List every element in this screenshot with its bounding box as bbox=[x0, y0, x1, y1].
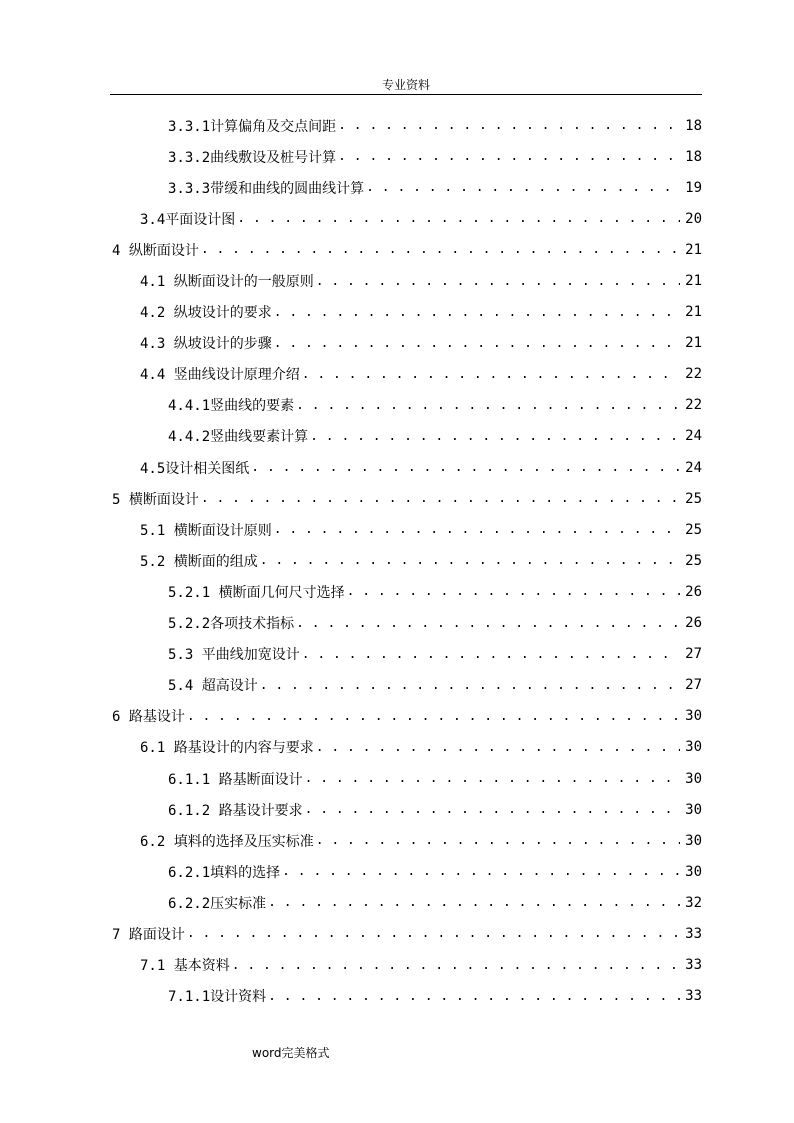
toc-entry-title: 5.1 横断面设计原则 bbox=[140, 522, 272, 539]
toc-dot-leader bbox=[302, 367, 680, 382]
toc-entry-page-number: 30 bbox=[685, 863, 702, 880]
toc-dot-leader bbox=[305, 771, 680, 786]
toc-dot-leader bbox=[338, 118, 680, 133]
toc-entry-page-number: 19 bbox=[685, 179, 702, 196]
toc-entry-page-number: 30 bbox=[685, 739, 702, 756]
toc-dot-leader bbox=[201, 242, 680, 257]
toc-entry[interactable] bbox=[0, 203, 702, 234]
toc-entry-page-number: 25 bbox=[685, 490, 702, 507]
toc-entry[interactable] bbox=[0, 794, 702, 825]
toc-entry[interactable] bbox=[0, 918, 702, 949]
toc-entry[interactable] bbox=[0, 483, 702, 514]
toc-entry-title: 6.2.2压实标准 bbox=[168, 895, 267, 912]
toc-dot-leader bbox=[282, 864, 680, 879]
table-of-contents bbox=[0, 110, 794, 1012]
toc-entry[interactable] bbox=[0, 265, 702, 296]
toc-entry-title: 6.1.2 路基设计要求 bbox=[168, 802, 303, 819]
toc-entry-page-number: 26 bbox=[685, 615, 702, 632]
toc-entry-title: 7.1.1设计资料 bbox=[168, 989, 267, 1006]
toc-dot-leader bbox=[338, 149, 680, 164]
toc-entry[interactable] bbox=[0, 732, 702, 763]
toc-dot-leader bbox=[316, 740, 680, 755]
toc-entry[interactable] bbox=[0, 172, 702, 203]
toc-entry-title: 6.1.1 路基断面设计 bbox=[168, 771, 303, 788]
toc-entry-title: 3.3.2曲线敷设及桩号计算 bbox=[168, 149, 337, 166]
toc-entry[interactable] bbox=[0, 825, 702, 856]
toc-entry-page-number: 25 bbox=[685, 552, 702, 569]
toc-entry-title: 5.2.2各项技术指标 bbox=[168, 616, 295, 633]
toc-entry[interactable] bbox=[0, 856, 702, 887]
toc-entry-page-number: 18 bbox=[685, 148, 702, 165]
toc-entry[interactable] bbox=[0, 141, 702, 172]
toc-entry-page-number: 30 bbox=[685, 708, 702, 725]
toc-dot-leader bbox=[268, 989, 680, 1004]
toc-dot-leader bbox=[310, 429, 680, 444]
toc-entry-title: 7 路面设计 bbox=[112, 926, 185, 943]
toc-entry-title: 5.4 超高设计 bbox=[168, 678, 258, 695]
toc-dot-leader bbox=[316, 833, 680, 848]
toc-entry-page-number: 30 bbox=[685, 770, 702, 787]
toc-entry[interactable] bbox=[0, 421, 702, 452]
toc-entry-title: 4.5设计相关图纸 bbox=[140, 460, 250, 477]
toc-entry[interactable] bbox=[0, 608, 702, 639]
toc-entry-page-number: 24 bbox=[685, 459, 702, 476]
toc-entry-title: 5.2 横断面的组成 bbox=[140, 553, 258, 570]
toc-entry-title: 7.1 基本资料 bbox=[140, 958, 230, 975]
toc-dot-leader bbox=[232, 958, 680, 973]
toc-entry[interactable] bbox=[0, 887, 702, 918]
toc-entry-title: 6.2 填料的选择及压实标准 bbox=[140, 833, 314, 850]
toc-entry-title: 6 路基设计 bbox=[112, 709, 185, 726]
toc-entry[interactable] bbox=[0, 639, 702, 670]
toc-dot-leader bbox=[316, 274, 680, 289]
toc-entry-title: 3.3.3带缓和曲线的圆曲线计算 bbox=[168, 180, 365, 197]
toc-dot-leader bbox=[305, 802, 680, 817]
toc-entry[interactable] bbox=[0, 950, 702, 981]
toc-entry-page-number: 27 bbox=[685, 646, 702, 663]
toc-dot-leader bbox=[251, 460, 680, 475]
toc-dot-leader bbox=[274, 336, 680, 351]
toc-entry-page-number: 27 bbox=[685, 677, 702, 694]
toc-entry-title: 3.3.1计算偏角及交点间距 bbox=[168, 118, 337, 135]
toc-dot-leader bbox=[274, 522, 680, 537]
toc-entry-title: 4.4 竖曲线设计原理介绍 bbox=[140, 367, 300, 384]
toc-entry-page-number: 21 bbox=[685, 335, 702, 352]
toc-entry-title: 4 纵断面设计 bbox=[112, 242, 199, 259]
toc-dot-leader bbox=[201, 491, 680, 506]
toc-dot-leader bbox=[187, 709, 680, 724]
toc-entry[interactable] bbox=[0, 981, 702, 1012]
toc-entry[interactable] bbox=[0, 763, 702, 794]
toc-entry[interactable] bbox=[0, 359, 702, 390]
toc-entry-page-number: 33 bbox=[685, 988, 702, 1005]
toc-entry-title: 3.4平面设计图 bbox=[140, 211, 236, 228]
toc-dot-leader bbox=[296, 616, 680, 631]
toc-entry-page-number: 18 bbox=[685, 117, 702, 134]
toc-dot-leader bbox=[366, 180, 680, 195]
toc-entry-page-number: 21 bbox=[685, 304, 702, 321]
toc-entry-page-number: 33 bbox=[685, 957, 702, 974]
toc-entry-page-number: 21 bbox=[685, 241, 702, 258]
toc-entry-page-number: 33 bbox=[685, 925, 702, 942]
toc-entry[interactable] bbox=[0, 701, 702, 732]
toc-entry-title: 6.1 路基设计的内容与要求 bbox=[140, 740, 314, 757]
toc-entry-title: 4.2 纵坡设计的要求 bbox=[140, 305, 272, 322]
toc-entry-title: 5 横断面设计 bbox=[112, 491, 199, 508]
toc-dot-leader bbox=[260, 678, 680, 693]
toc-entry-title: 6.2.1填料的选择 bbox=[168, 864, 281, 881]
toc-dot-leader bbox=[296, 398, 680, 413]
toc-entry[interactable] bbox=[0, 110, 702, 141]
page-footer: word完美格式 bbox=[252, 1046, 330, 1060]
toc-entry[interactable] bbox=[0, 452, 702, 483]
toc-entry-title: 4.4.2竖曲线要素计算 bbox=[168, 429, 309, 446]
toc-entry-page-number: 26 bbox=[685, 583, 702, 600]
toc-entry-page-number: 30 bbox=[685, 832, 702, 849]
toc-entry-page-number: 24 bbox=[685, 428, 702, 445]
toc-entry[interactable] bbox=[0, 514, 702, 545]
toc-entry-title: 4.4.1竖曲线的要素 bbox=[168, 398, 295, 415]
toc-entry[interactable] bbox=[0, 576, 702, 607]
toc-entry-title: 4.3 纵坡设计的步骤 bbox=[140, 336, 272, 353]
toc-dot-leader bbox=[302, 647, 680, 662]
toc-entry-page-number: 22 bbox=[685, 366, 702, 383]
toc-entry[interactable] bbox=[0, 234, 702, 265]
toc-entry-page-number: 25 bbox=[685, 521, 702, 538]
toc-entry[interactable] bbox=[0, 670, 702, 701]
toc-dot-leader bbox=[237, 211, 680, 226]
toc-entry-title: 4.1 纵断面设计的一般原则 bbox=[140, 274, 314, 291]
toc-entry[interactable] bbox=[0, 545, 702, 576]
toc-dot-leader bbox=[274, 305, 680, 320]
toc-entry-title: 5.2.1 横断面几何尺寸选择 bbox=[168, 584, 345, 601]
toc-entry[interactable] bbox=[0, 297, 702, 328]
toc-entry-page-number: 22 bbox=[685, 397, 702, 414]
toc-entry-page-number: 20 bbox=[685, 210, 702, 227]
toc-entry[interactable] bbox=[0, 390, 702, 421]
toc-dot-leader bbox=[347, 584, 680, 599]
toc-entry[interactable] bbox=[0, 328, 702, 359]
toc-entry-page-number: 30 bbox=[685, 801, 702, 818]
toc-entry-page-number: 32 bbox=[685, 894, 702, 911]
toc-entry-page-number: 21 bbox=[685, 273, 702, 290]
toc-entry-title: 5.3 平曲线加宽设计 bbox=[168, 647, 300, 664]
toc-dot-leader bbox=[268, 895, 680, 910]
header-rule bbox=[110, 94, 702, 95]
toc-dot-leader bbox=[260, 553, 680, 568]
page-header: 专业资料 bbox=[381, 78, 430, 92]
toc-dot-leader bbox=[187, 926, 680, 941]
